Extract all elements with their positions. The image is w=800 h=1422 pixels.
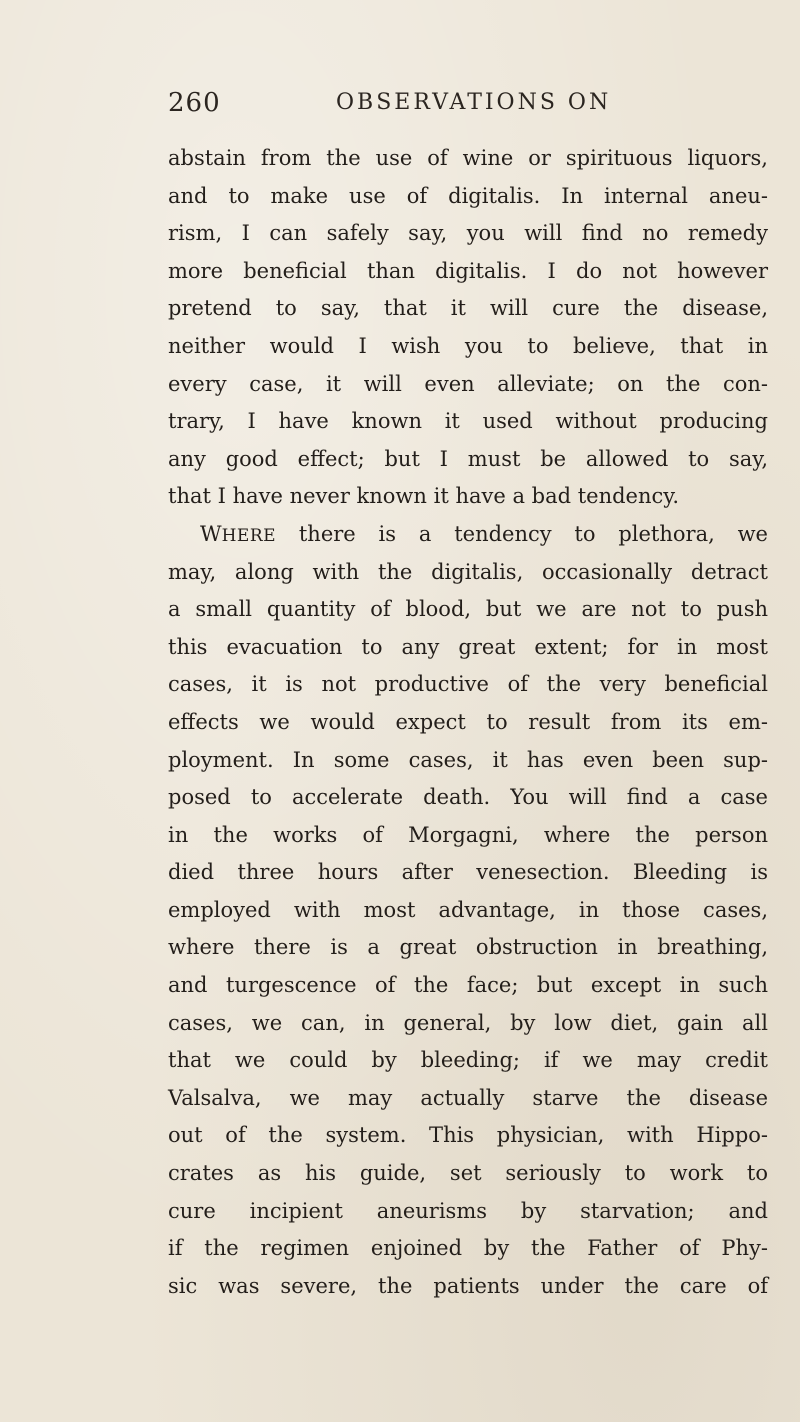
text-line: pretend to say, that it will cure the disease, — [168, 296, 768, 321]
text-line: this evacuation to any great extent; for in most — [168, 634, 768, 659]
text-line: Valsalva, we may actually starve the disease — [168, 1085, 768, 1110]
text-line: crates as his guide, set seriously to work to — [168, 1161, 768, 1186]
paragraph-2 — [168, 516, 768, 1305]
text-line: cure incipient aneurisms by starvation; and — [168, 1198, 768, 1223]
text-line: that I have never known it have a bad tendency. — [168, 484, 680, 509]
text-line: in the works of Morgagni, where the person — [168, 822, 768, 847]
text-line: posed to accelerate death. You will find a case — [168, 785, 768, 810]
text-line: if the regimen enjoined by the Father of Phy- — [168, 1236, 768, 1261]
text-line: out of the system. This physician, with Hippo- — [168, 1123, 768, 1148]
text-line: where there is a great obstruction in breathing, — [168, 935, 768, 960]
running-head: OBSERVATIONS ON — [336, 90, 612, 115]
text-line: that we could by bleeding; if we may credit — [168, 1048, 768, 1073]
text-line: more beneficial than digitalis. I do not however — [168, 258, 768, 283]
text-line: every case, it will even alleviate; on the con- — [168, 371, 768, 396]
text-line: any good effect; but I must be allowed to say, — [168, 446, 768, 471]
paragraph-1 — [168, 140, 768, 516]
small-caps-word: HERE — [221, 525, 277, 546]
text-line: and to make use of digitalis. In internal aneu- — [168, 183, 768, 208]
drop-initial: W — [200, 521, 222, 546]
text-line: trary, I have known it used without producing — [168, 409, 768, 434]
text-line: sic was severe, the patients under the care of — [168, 1273, 768, 1298]
page-number: 260 — [168, 88, 221, 118]
first-line-rest: there is a tendency to plethora, we — [276, 521, 768, 546]
body-text — [168, 140, 768, 1305]
text-line: cases, we can, in general, by low diet, gain all — [168, 1010, 768, 1035]
text-line: and turgescence of the face; but except in such — [168, 973, 768, 998]
text-line: abstain from the use of wine or spirituous liquors, — [168, 146, 768, 170]
text-line: may, along with the digitalis, occasionally detract — [168, 559, 768, 584]
text-line: neither would I wish you to believe, that in — [168, 333, 768, 358]
text-line: died three hours after venesection. Bleeding is — [168, 860, 768, 885]
text-line: cases, it is not productive of the very beneficial — [168, 672, 768, 697]
text-line: rism, I can safely say, you will find no remedy — [168, 221, 768, 246]
text-line: ployment. In some cases, it has even been sup- — [168, 747, 768, 772]
page-header — [0, 88, 800, 128]
text-line: effects we would expect to result from its em- — [168, 709, 768, 734]
text-line: a small quantity of blood, but we are not to push — [168, 597, 768, 622]
text-line: employed with most advantage, in those cases, — [168, 897, 768, 922]
text-line-first — [168, 516, 768, 554]
